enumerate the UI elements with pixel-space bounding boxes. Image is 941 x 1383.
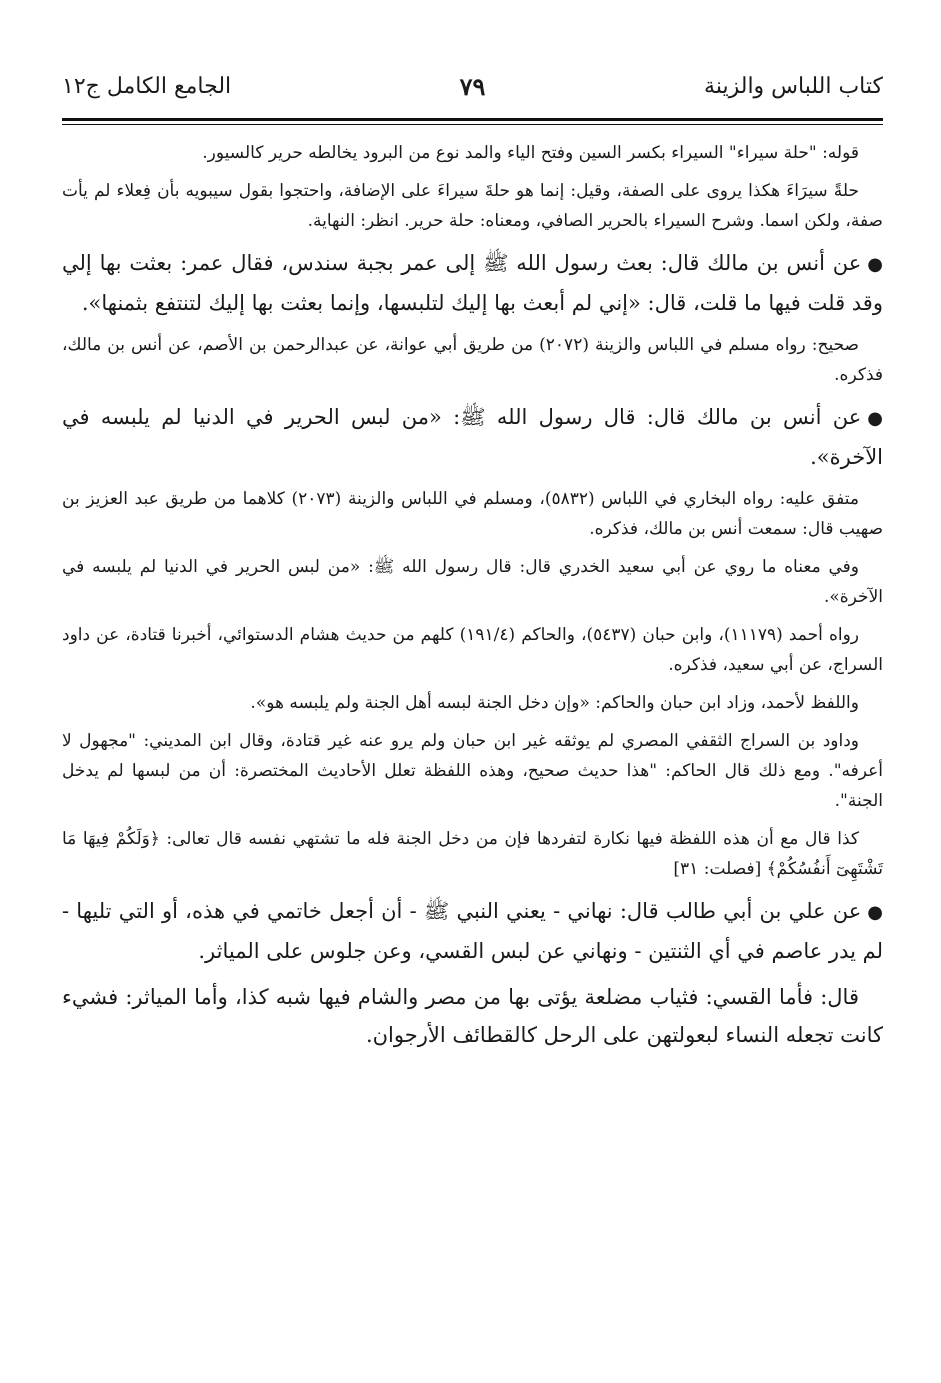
paragraph-text: قال: فأما القسي: فثياب مضلعة يؤتى بها من مصر والشام فيها شبه كذا، وأما المياثر: فشيء كانت تجعله النساء لبعولتهن على الرحل كالقطائف الأرجوان.	[62, 985, 883, 1047]
header-rule-thin	[62, 124, 883, 125]
bullet-icon: ●	[867, 254, 883, 275]
paragraph-text: عن علي بن أبي طالب قال: نهاني - يعني النبي ﷺ - أن أجعل خاتمي في هذه، أو التي تليها - لم يدر عاصم في أي الثنتين - ونهاني عن لبس القسي، وعن جلوس على المياثر.	[62, 899, 883, 963]
paragraph-text: وداود بن السراج الثقفي المصري لم يوثقه غير ابن حبان ولم يرو عنه غير قتادة، وقال ابن المديني: "مجهول لا أعرفه". ومع ذلك قال الحاكم: "هذا حديث صحيح، وهذه اللفظة تعلل الأحاديث المختصرة: أن من لبسها لم يدخل الجنة".	[62, 731, 883, 811]
bullet-icon: ●	[867, 902, 883, 923]
commentary-paragraph	[62, 620, 883, 680]
paragraph-text: عن أنس بن مالك قال: قال رسول الله ﷺ: «من لبس الحرير في الدنيا لم يلبسه في الآخرة».	[62, 405, 883, 469]
paragraph-text: صحيح: رواه مسلم في اللباس والزينة (٢٠٧٢) من طريق أبي عوانة، عن عبدالرحمن بن الأصم، عن أنس بن مالك، فذكره.	[62, 335, 883, 385]
paragraph-text: قوله: "حلة سيراء" السيراء بكسر السين وفتح الياء والمد نوع من البرود يخالطه حرير كالسيور.	[202, 143, 859, 163]
commentary-paragraph	[62, 552, 883, 612]
paragraph-text: وفي معناه ما روي عن أبي سعيد الخدري قال: قال رسول الله ﷺ: «من لبس الحرير في الدنيا لم يلبسه في الآخرة».	[62, 557, 883, 607]
commentary-paragraph	[62, 484, 883, 544]
paragraph-text: كذا قال مع أن هذه اللفظة فيها نكارة لتفردها فإن من دخل الجنة فله ما تشتهي نفسه قال تعالى: ﴿وَلَكُمْ فِيهَا مَا تَشْتَهِىٓ أَنفُسُكُمْ﴾ [فصلت: ٣١]	[62, 829, 883, 879]
paragraph-text: متفق عليه: رواه البخاري في اللباس (٥٨٣٢)، ومسلم في اللباس والزينة (٢٠٧٣) كلاهما من طريق عبد العزيز بن صهيب قال: سمعت أنس بن مالك، فذكره.	[62, 489, 883, 539]
bullet-icon: ●	[867, 408, 883, 429]
header-rule-thick	[62, 118, 883, 121]
paragraph-text: رواه أحمد (١١١٧٩)، وابن حبان (٥٤٣٧)، والحاكم (١٩١/٤) كلهم من حديث هشام الدستوائي، أخبرنا قتادة، عن داود السراج، عن أبي سعيد، فذكره.	[62, 625, 883, 675]
hadith-paragraph	[62, 244, 883, 322]
commentary-paragraph	[62, 176, 883, 236]
book-chapter-title: كتاب اللباس والزينة	[704, 74, 883, 99]
paragraph-text: حلةً سيرَاءَ هكذا يروى على الصفة، وقيل: إنما هو حلةَ سيراءَ على الإضافة، واحتجوا بقول سيبويه بأن فِعلاء لم يأت صفة، ولكن اسما. وشرح السيراء بالحرير الصافي، ومعناه: حلة حرير. انظر: النهاية.	[62, 181, 883, 231]
paragraph-text: عن أنس بن مالك قال: بعث رسول الله ﷺ إلى عمر بجبة سندس، فقال عمر: بعثت بها إلي وقد قلت فيها ما قلت، قال: «إني لم أبعث بها إليك لتلبسها، وإنما بعثت بها إليك لتنتفع بثمنها».	[62, 251, 883, 315]
hadith-paragraph	[62, 978, 883, 1054]
commentary-paragraph	[62, 688, 883, 718]
page-number: ٧٩	[459, 72, 486, 101]
hadith-paragraph	[62, 398, 883, 476]
page-body	[62, 138, 883, 1062]
paragraph-text: واللفظ لأحمد، وزاد ابن حبان والحاكم: «وإن دخل الجنة لبسه أهل الجنة ولم يلبسه هو».	[250, 693, 859, 713]
commentary-paragraph	[62, 138, 883, 168]
hadith-paragraph	[62, 892, 883, 970]
book-volume-title: الجامع الكامل ج١٢	[62, 74, 232, 99]
commentary-paragraph	[62, 824, 883, 884]
commentary-paragraph	[62, 726, 883, 816]
page-header	[62, 72, 883, 112]
commentary-paragraph	[62, 330, 883, 390]
